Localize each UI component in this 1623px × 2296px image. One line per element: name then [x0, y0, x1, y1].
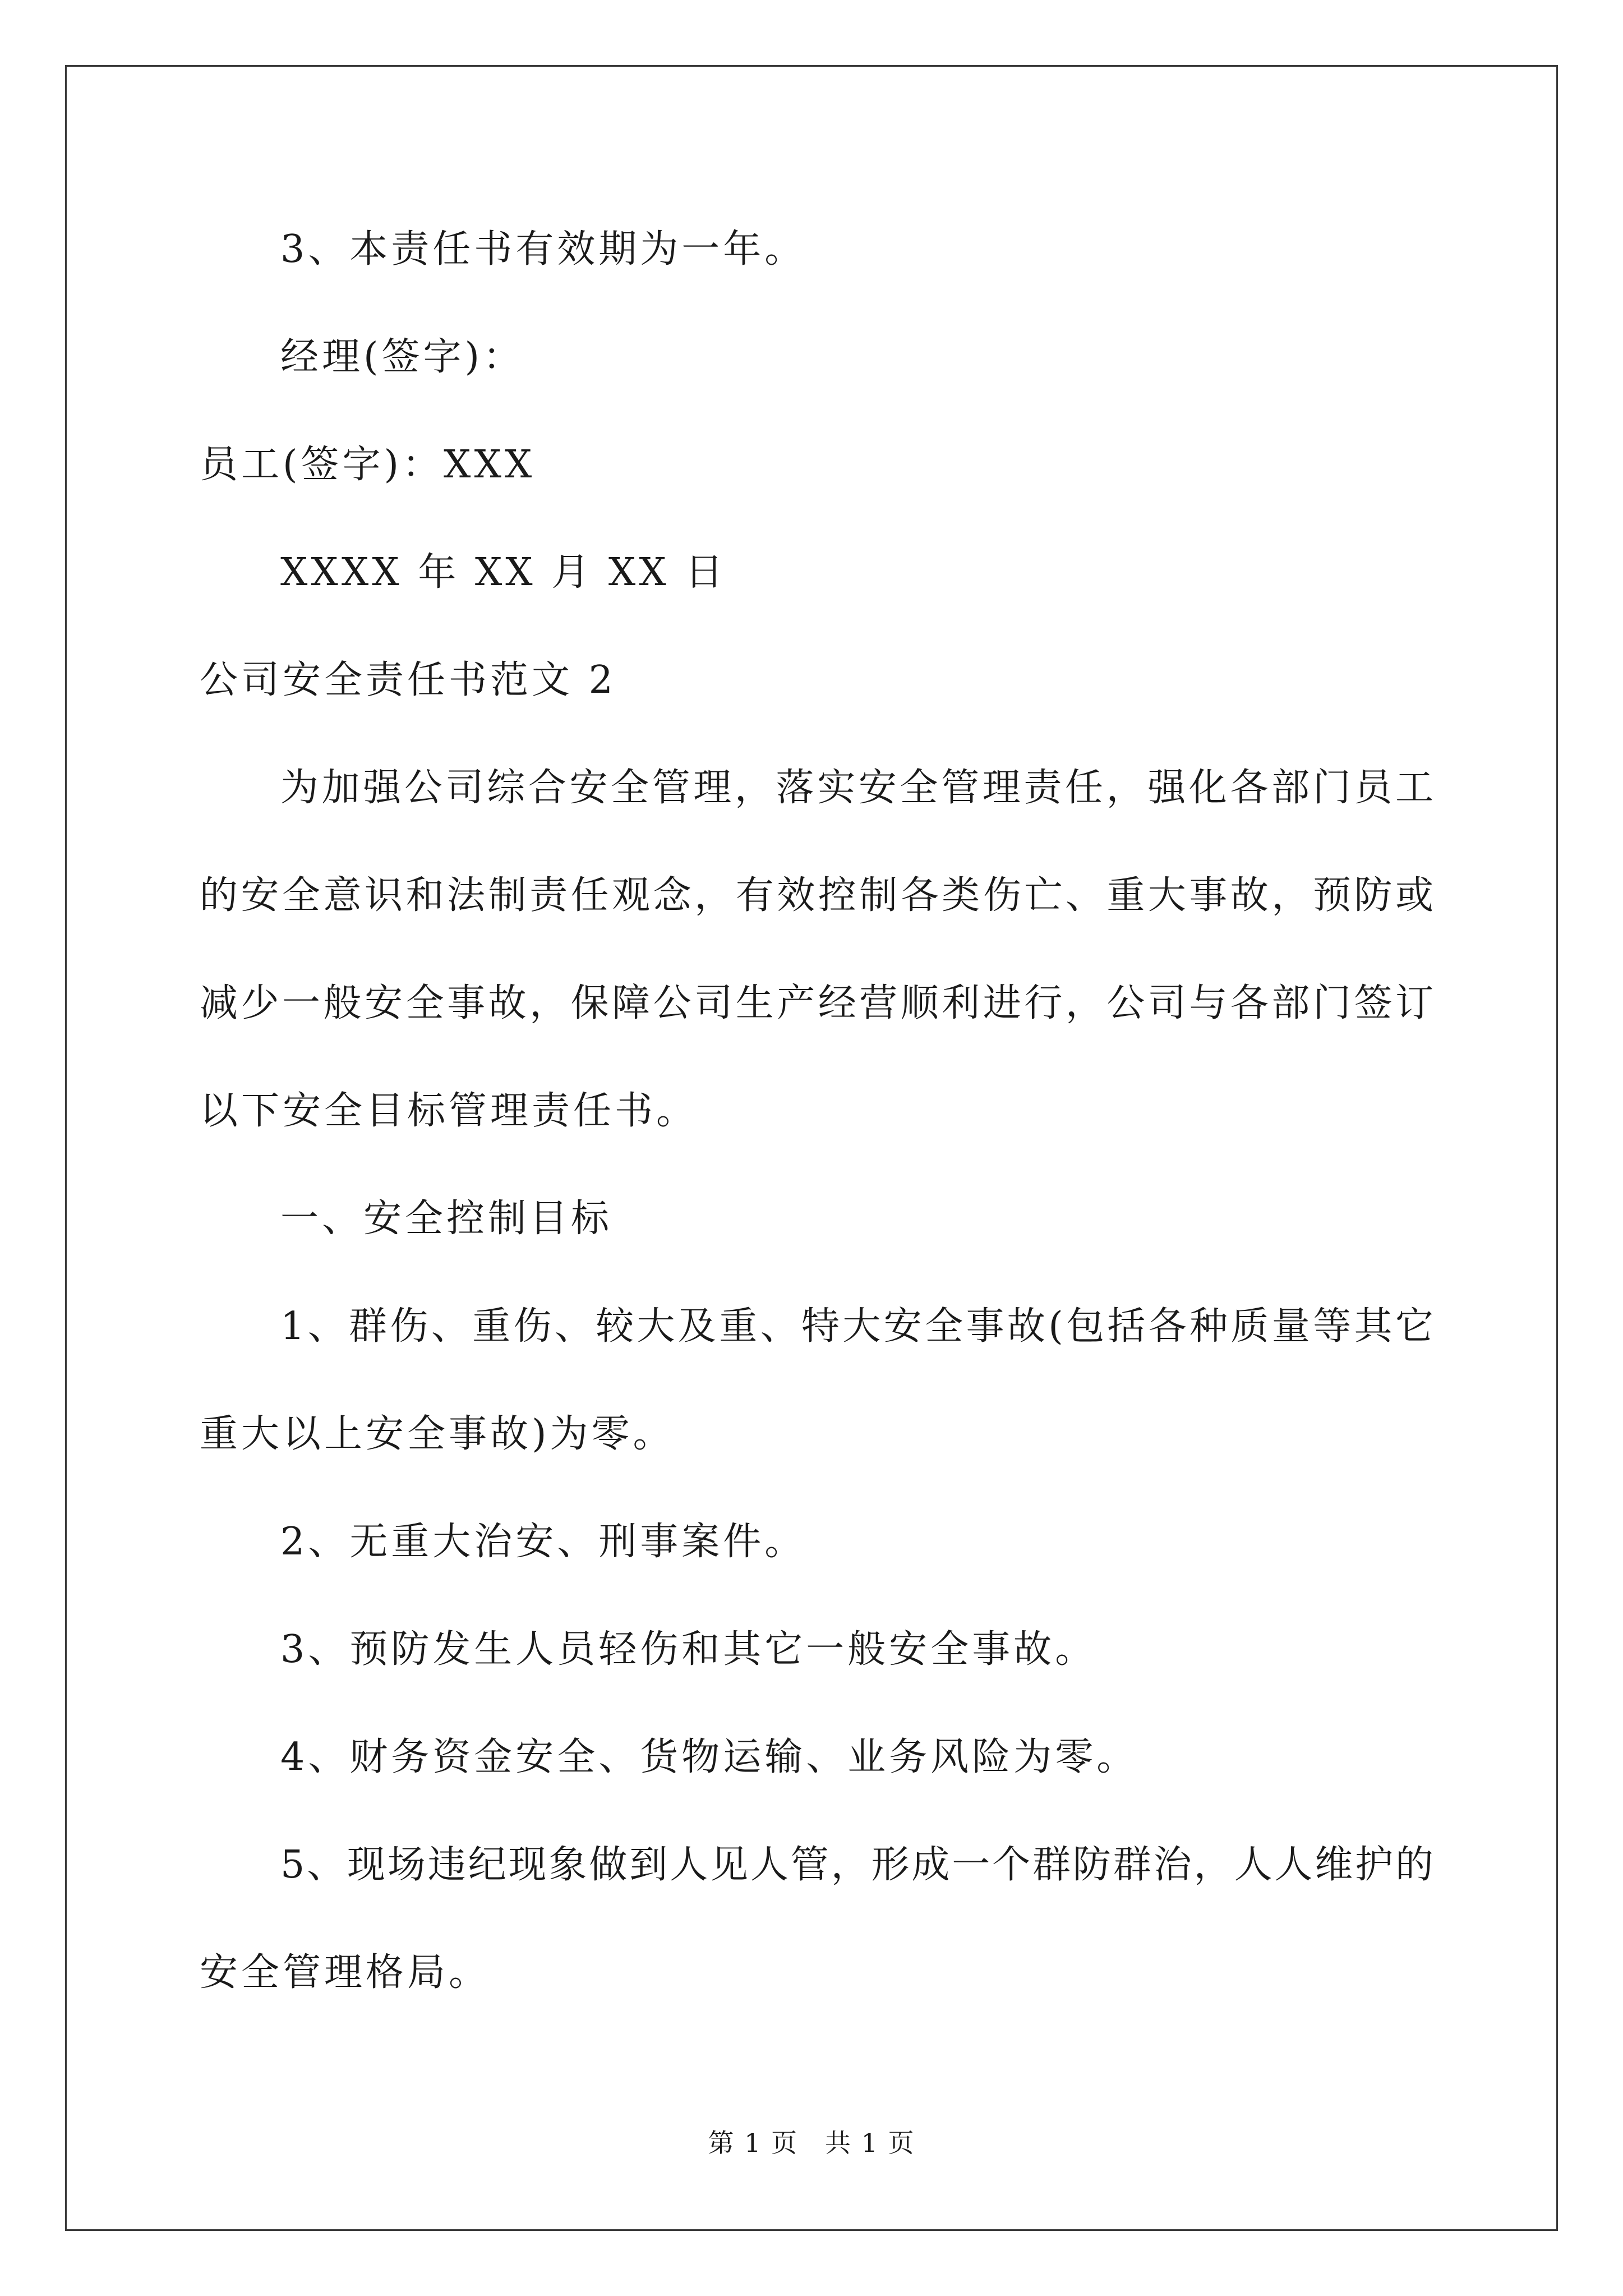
paragraph-line: 为加强公司综合安全管理，落实安全管理责任，强化各部门员工 [280, 766, 1433, 810]
date-line: XXXX 年 XX 月 XX 日 [280, 550, 727, 595]
list-item: 5、现场违纪现象做到人见人管，形成一个群防群治，人人维护的 [280, 1843, 1433, 1887]
paragraph-line: 3、本责任书有效期为一年。 [280, 227, 806, 272]
list-item: 3、预防发生人员轻伤和其它一般安全事故。 [280, 1627, 1097, 1672]
section-title: 公司安全责任书范文 2 [200, 658, 616, 702]
paragraph-line: 减少一般安全事故，保障公司生产经营顺利进行，公司与各部门签订 [200, 981, 1433, 1025]
subsection-heading: 一、安全控制目标 [280, 1197, 613, 1241]
list-item-continuation: 安全管理格局。 [200, 1950, 491, 1995]
paragraph-line: 以下安全目标管理责任书。 [200, 1089, 698, 1133]
employee-signature-line: 员工(签字)：XXX [200, 443, 536, 487]
page-border [65, 65, 1558, 2231]
list-item: 4、财务资金安全、货物运输、业务风险为零。 [280, 1735, 1138, 1779]
list-item: 2、无重大治安、刑事案件。 [280, 1520, 806, 1564]
list-item: 1、群伤、重伤、较大及重、特大安全事故(包括各种质量等其它 [280, 1304, 1433, 1349]
page-number-footer: 第 1 页 共 1 页 [708, 2128, 915, 2158]
list-item-continuation: 重大以上安全事故)为零。 [200, 1412, 675, 1456]
manager-signature-line: 经理(签字)： [280, 335, 525, 379]
paragraph-line: 的安全意识和法制责任观念，有效控制各类伤亡、重大事故，预防或 [200, 873, 1433, 918]
